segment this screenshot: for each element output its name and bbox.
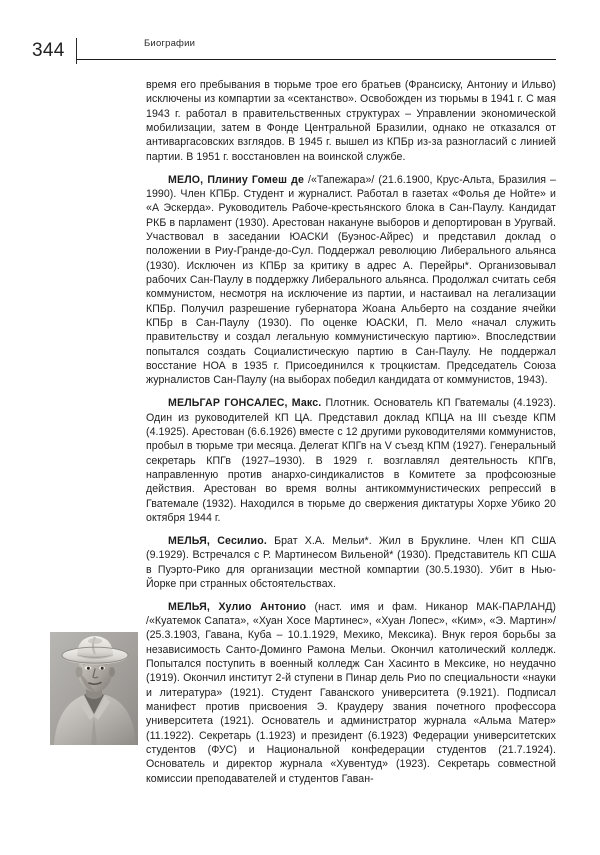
entry-headword: МЕЛО, Плиниу Гомеш де	[168, 173, 305, 186]
entry-body-text: Плотник. Основатель КП Гватемалы (4.1923). Один из руководителей КП ЦА. Представил доклад КПЦА на III съезде КПМ (4.1925). Арестован (6.6.1926) вместе с 12 другими руководителями коммунистов, пробыл в тюрьме три месяца. Делегат КПГв на V съезд КПМ (1927). Генеральный секретарь КПГв (1927–1930). В 1929 г. возглавлял деятельность КПГв, направленную против анархо-синдикалистов в Комитете за профсоюзные действия. Арестован во время волны антикоммунистических репрессий в Гватемале (1932). Находился в тюрьме до свержения диктатуры Хорхе Убико 20 октября 1944 г.	[146, 397, 556, 524]
portrait-photo	[50, 632, 138, 745]
entry-body-text: Брат Х.А. Мельи*. Жил в Бруклине. Член КП США (9.1929). Встречался с Р. Мартинесом Вильеной* (1930). Представитель КП США в Пуэрто-Рико для организации местной компартии (30.5.1930). Убит в Нью-Йорке при странных обстоятельствах.	[146, 534, 557, 590]
entry-body-text: (наст. имя и фам. Никанор МАК-ПАРЛАНД) /«Куатемок Сапата», «Хуан Хосе Мартинес», «Хуан Лопес», «Ким», «Э. Мартин»/ (25.3.1903, Гавана, Куба – 10.1.1929, Мехико, Мексика). Внук героя борьбы за независимость Санто-Доминго Рамона Мельи. Окончил католический колледж. Попытался поступить в военный колледж Сан Хасинто в Мексике, но неудачно (1919). Окончил институт 2-й ступени в Пинар дель Рио по специальности «науки и литература» (1921). Студент Гаванского университета (9.1921). Подписал манифест против присвоения Э. Краудеру звания почетного профессора университета (1921). Основатель и администратор журнала «Альма Матер» (11.1922). Секретарь (1.1923) и президент (6.1923) Федерации университетских студентов (ФУС) и Национальной конфедерации студентов (21.7.1924). Основатель и директор журнала «Хувентуд» (1923). Секретарь совместной комиссии преподавателей и студентов Гаван-	[146, 600, 556, 785]
running-head-title: Биографии	[144, 38, 196, 49]
running-head-horizontal-rule	[76, 59, 556, 60]
entry-headword: МЕЛЬЯ, Хулио Антонио	[168, 600, 307, 613]
entry-melya-hulio-antonio	[146, 600, 556, 786]
entry-headword: МЕЛЬЯ, Сесилио.	[168, 534, 267, 547]
entry-melo-pliniu-gomesh-de	[146, 173, 556, 388]
entry-melya-sesilio	[146, 534, 556, 591]
portrait-illustration	[50, 632, 138, 745]
text-column	[146, 78, 556, 786]
paragraph-text: время его пребывания в тюрьме трое его братьев (Франсиску, Антониу и Ильво) исключены из компартии за «сектанство». Освобожден из тюрьмы в 1941 г. С мая 1943 г. работал в правительственных структурах – Управлении экономической мобилизации, затем в Фонде Центральной Бразилии, однако не отказался от антиваргасовских взглядов. В 1945 г. вышел из КПБр из-за разногласий с линией партии. В 1951 г. восстановлен на воинской службе.	[146, 79, 556, 163]
entry-melgar-gonsales-maks	[146, 396, 556, 525]
running-head	[32, 38, 556, 68]
entry-body-text: /«Тапежара»/ (21.6.1900, Крус-Альта, Бразилия – 1990). Член КПБр. Студент и журналист. Работал в газетах «Фолья де Нойте» и «А Эскерда». Руководитель Рабоче-крестьянского блока в Сан-Паулу. Кандидат РКБ в парламент (1930). Арестован накануне выборов и депортирован в Уругвай. Участвовал в заседании ЮАСКИ (Буэнос-Айрес) и представил доклад о положении в Риу-Гранде-до-Сул. Поддержал революцию Либерального альянса (1930). Исключен из КПБр за критику в адрес А. Перейры*. Организовывал рабочих Сан-Паулу в поддержку Либерального альянса. Продолжал считать себя коммунистом, несмотря на исключение из партии, и настаивал на легализации КПБр. Получил разрешение губернатора Жоана Альберто на создание ячейки КПБр в Сан-Паулу (1930). По оценке ЮАСКИ, П. Мело «начал служить правительству и создал легальную коммунистическую партию». Впоследствии попытался создать Социалистическую партию в Сан-Паулу. Не поддержал восстание НОА в 1935 г. Присоединился к троцкистам. Председатель Союза журналистов Сан-Паулу (на выборах победил кандидата от коммунистов, 1943).	[146, 173, 556, 387]
entry-headword: МЕЛЬГАР ГОНСАЛЕС, Макс.	[168, 397, 322, 410]
paragraph-continuation	[146, 78, 556, 164]
page-number: 344	[32, 40, 65, 61]
